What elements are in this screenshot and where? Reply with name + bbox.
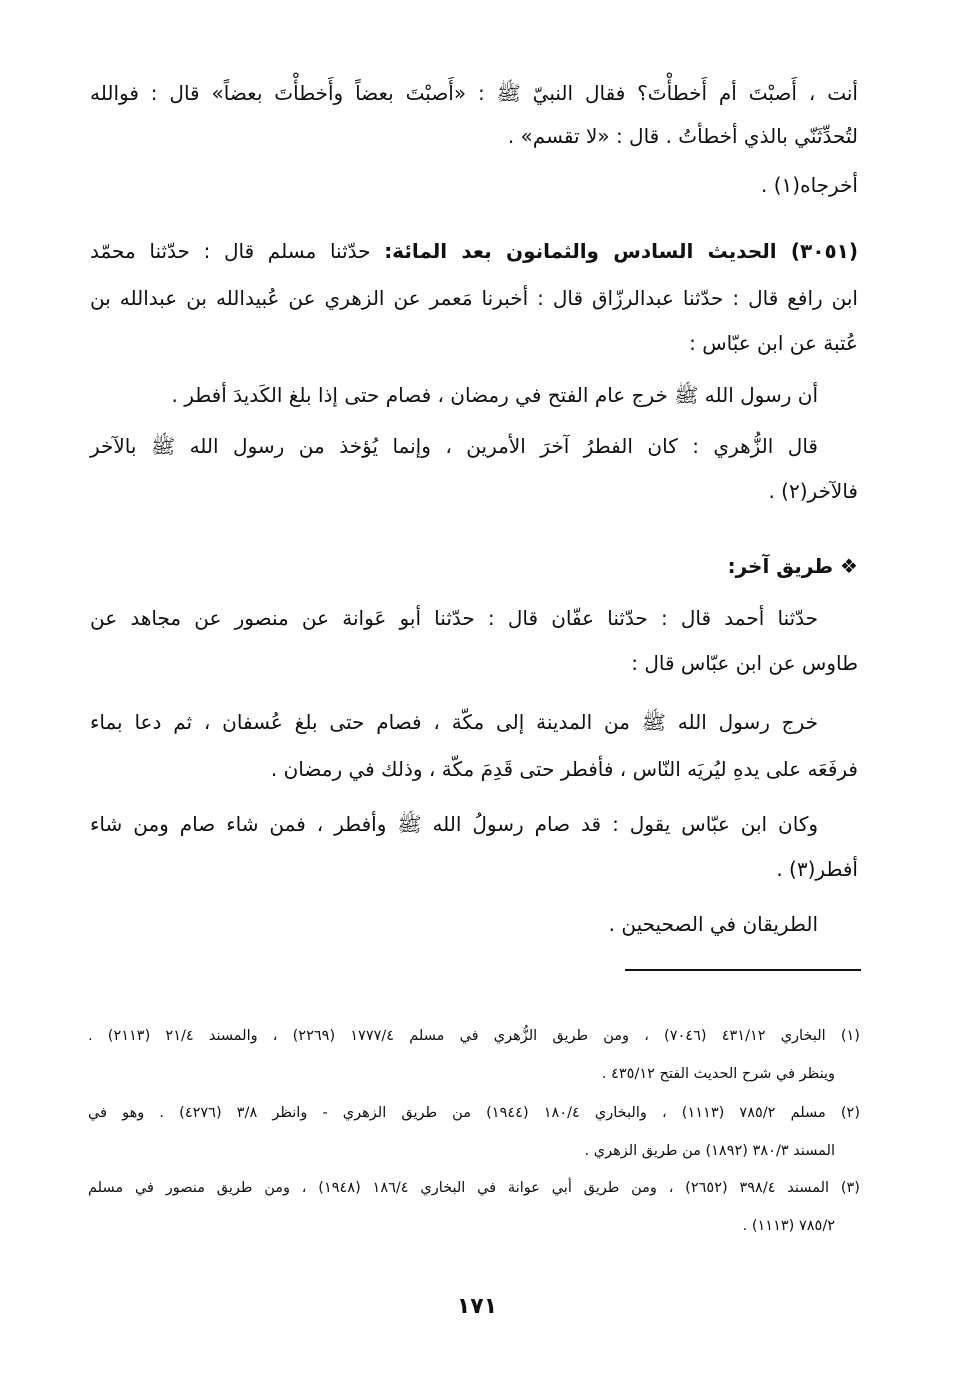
matn-line: فرفَعَه على يدهِ ليُريَه النّاس ، فأفطر حتى قَدِمَ مكّة ، وذلك في رمضان . [270,757,858,781]
footnote-2-continuation: المسند ٣٨٠/٣ (١٨٩٢) من طريق الزهري . [584,1143,835,1159]
body-line: عُتبة عن ابن عبّاس : [689,331,858,355]
body-line: فالآخر(٢) . [768,479,858,503]
conclusion-line: الطريقان في الصحيحين . [608,912,818,936]
body-line: وكان ابن عبّاس يقول : قد صام رسولُ الله ﷺ وأفطر ، فمن شاء صام ومن شاء [90,812,818,836]
footnote-3: (٣) المسند ٣٩٨/٤ (٢٦٥٢) ، ومن طريق أبي عوانة في البخاري ١٨٦/٤ (١٩٤٨) ، ومن طريق منصور في مسلم [88,1180,860,1196]
section-heading: ❖ طريق آخر: [727,554,858,578]
body-line: قال الزُّهري : كان الفطرُ آخرَ الأمرين ، وإنما يُؤخذ من رسول الله ﷺ بالآخر [90,434,818,458]
footnote-2: (٢) مسلم ٧٨٥/٢ (١١١٣) ، والبخاري ١٨٠/٤ (١٩٤٤) من طريق الزهري - وانظر ٣/٨ (٤٢٧٦) . وهو في [88,1105,861,1121]
body-line: أفطر(٣) . [776,857,858,881]
hadith-heading: (٣٠٥١) الحديث السادس والثمانون بعد المائة: [384,239,859,263]
footnote-1-continuation: وينظر في شرح الحديث الفتح ٤٣٥/١٢ . [601,1066,835,1082]
page-number: ١٧١ [456,1294,498,1319]
body-line: طاوس عن ابن عبّاس قال : [631,651,858,675]
footnote-1: (١) البخاري ٤٣١/١٢ (٧٠٤٦) ، ومن طريق الزُّهري في مسلم ١٧٧٧/٤ (٢٢٦٩) ، والمسند ٢١/٤ (٢١١٣) . [88,1028,860,1044]
body-line: أنت ، أَصبْتَ أم أَخطأْتَ؟ فقال النبيّ ﷺ : «أَصبْتَ بعضاً وأَخطأْتَ بعضاً» قال : فوالله [90,81,858,105]
matn-line: خرج رسول الله ﷺ من المدينة إلى مكّة ، فصام حتى بلغ عُسفان ، ثم دعا بماء [90,710,818,734]
body-line: حدّثنا أحمد قال : حدّثنا عفّان قال : حدّثنا أبو عَوانة عن منصور عن مجاهد عن [90,606,818,630]
isnad-start: حدّثنا مسلم قال : حدّثنا محمّد [90,239,385,263]
footnote-separator [625,969,861,971]
footnote-3-continuation: ٧٨٥/٢ (١١١٣) . [742,1218,835,1234]
body-line: ابن رافع قال : حدّثنا عبدالرزّاق قال : أخبرنا مَعمر عن الزهري عن عُبيدالله بن عبدالله بن [90,286,858,310]
body-line: لتُحدِّثَنّي بالذي أخطأتُ . قال : «لا تقسم» . [507,124,858,148]
takhrij-line: أخرجاه(١) . [761,173,858,197]
matn-line: أن رسول الله ﷺ خرج عام الفتح في رمضان ، فصام حتى إذا بلغ الكَديدَ أفطر . [171,383,818,407]
hadith-3051-first-line [90,236,858,266]
